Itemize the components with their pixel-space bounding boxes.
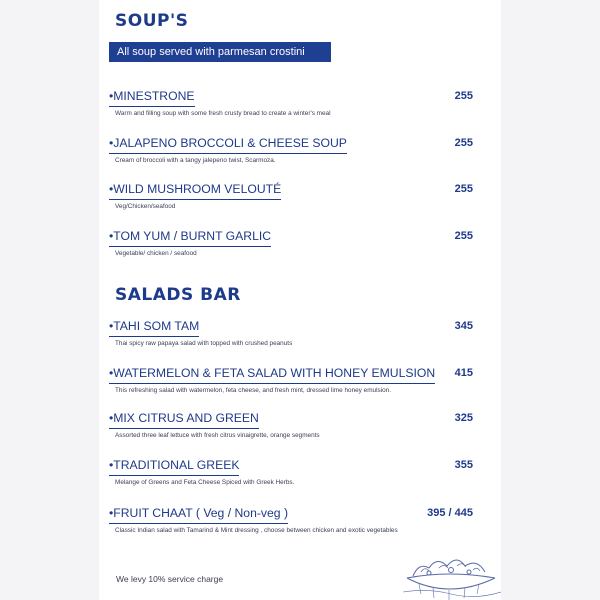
item-price: 415 <box>454 367 473 379</box>
item-name: •MINESTRONE <box>109 89 195 107</box>
soups-banner-text: All soup served with parmesan crostini <box>117 46 305 58</box>
item-price: 325 <box>454 412 473 424</box>
salad-bowl-illustration-icon <box>399 548 501 600</box>
service-charge-note: We levy 10% service charge <box>116 574 224 584</box>
item-description: This refreshing salad with watermelon, feta cheese, and fresh mint, dressed lime honey emulsion. <box>115 387 391 394</box>
item-description: Cream of broccoli with a tangy jalepeno twist, Scarmoza. <box>115 157 276 164</box>
salads-heading: SALADS BAR <box>115 285 241 305</box>
item-name: •TRADITIONAL GREEK <box>109 458 239 476</box>
item-price: 345 <box>454 320 473 332</box>
item-price: 395 / 445 <box>427 507 473 519</box>
item-price: 255 <box>454 183 473 195</box>
item-description: Warm and filling soup with some fresh crusty bread to create a winter's meal <box>115 110 331 117</box>
item-name: •TOM YUM / BURNT GARLIC <box>109 229 271 247</box>
soups-banner <box>109 42 331 62</box>
item-description: Vegetable/ chicken / seafood <box>115 250 197 257</box>
item-price: 255 <box>454 230 473 242</box>
soups-heading: SOUP'S <box>115 11 189 31</box>
item-price: 255 <box>454 90 473 102</box>
item-description: Melange of Greens and Feta Cheese Spiced with Greek Herbs. <box>115 479 295 486</box>
item-name: •MIX CITRUS AND GREEN <box>109 411 259 429</box>
item-name: •JALAPENO BROCCOLI & CHEESE SOUP <box>109 136 347 154</box>
item-name: •WATERMELON & FETA SALAD WITH HONEY EMULSION <box>109 366 435 384</box>
item-description: Classic Indian salad with Tamarind & Mint dressing , choose between chicken and exotic vegetables <box>115 527 398 534</box>
item-price: 355 <box>454 459 473 471</box>
item-description: Thai spicy raw papaya salad with topped with crushed peanuts <box>115 340 293 347</box>
item-name: •TAHI SOM TAM <box>109 319 199 337</box>
menu-page <box>99 0 501 600</box>
item-price: 255 <box>454 137 473 149</box>
item-description: Veg/Chicken/seafood <box>115 203 176 210</box>
item-name: •WILD MUSHROOM VELOUTÉ <box>109 182 281 200</box>
item-description: Assorted three leaf lettuce with fresh citrus vinaigrette, orange segments <box>115 432 320 439</box>
item-name: •FRUIT CHAAT ( Veg / Non-veg ) <box>109 506 288 524</box>
